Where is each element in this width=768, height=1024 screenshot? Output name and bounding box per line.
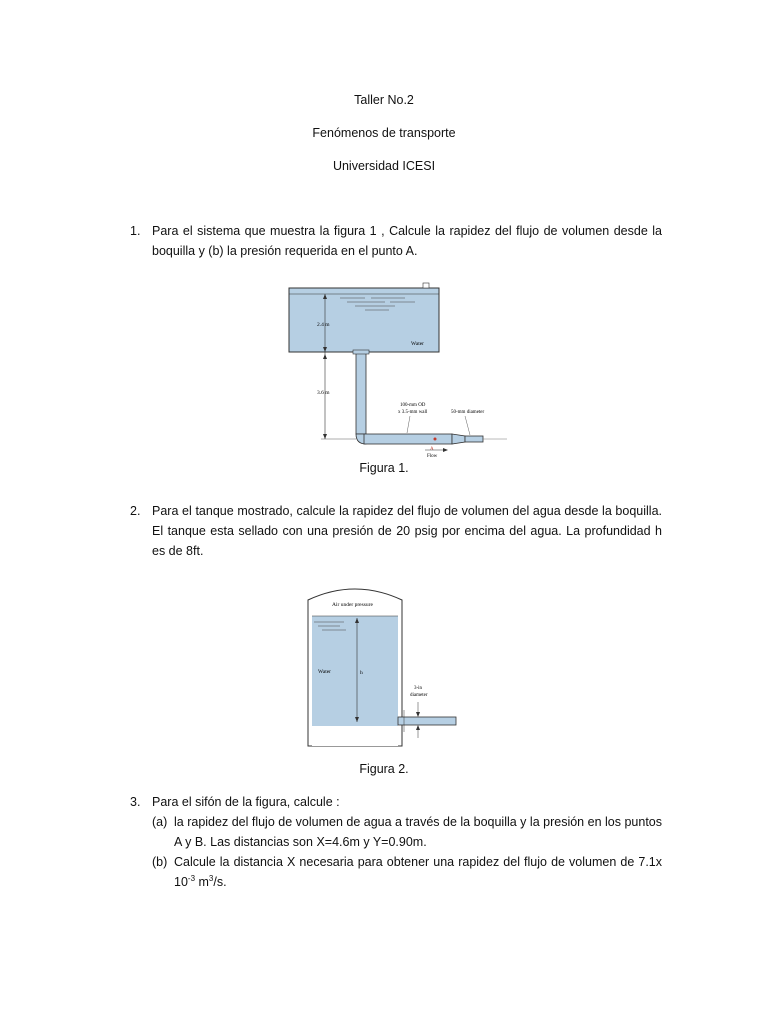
problem-3a-text: la rapidez del flujo de volumen de agua a través de la boquilla y la presión en los puntos A y B. Las distancias son X=4.6m y Y=0.90m. [174,815,662,849]
figure-1-dim-top: 2.4 m [317,322,330,328]
figure-1-nozzle-label: 50-mm diameter [451,410,485,415]
figure-1-diagram [285,282,515,460]
svg-text:A: A [430,447,434,452]
problem-3b-text: Calcule la distancia X necesaria para obtener una rapidez del flujo de volumen de 7.1x $10^{-3}$ $m^3/s$. [174,855,662,889]
problem-2-number: 2. [130,504,141,518]
figure-2-diagram [300,578,465,750]
figure-1-pipe-label-2: x 3.5-mm wall [398,410,428,415]
problem-3a-label: (a) [152,815,168,829]
figure-1-vertical-pipe [356,352,366,434]
document-title: Taller No.2 [354,93,414,107]
figure-1-horizontal-pipe [364,434,452,444]
figure-1-nozzle [465,436,483,442]
problem-3-text: Para el sifón de la figura, calcule : [152,795,340,809]
course-name: Fenómenos de transporte [312,126,456,140]
figure-2-dia-label-2: diameter [410,693,428,698]
university-name: Universidad ICESI [332,159,436,173]
figure-2-air-label: Air under pressure [332,602,373,608]
problem-3b-label: (b) [152,855,168,869]
problem-3-number: 3. [130,795,141,809]
problem-2-text: Para el tanque mostrado, calcule la rapidez del flujo de volumen del agua desde la boquilla. El tanque esta sellado con una presión de 20 psig por encima del agua. La profundidad h es de 8ft. [152,504,662,558]
problem-1-number: 1. [130,224,141,238]
figure-1-dim-bottom: 3.6 m [317,390,330,396]
figure-1-flow-label: Flow [427,454,438,459]
figure-1-point-a [434,438,437,441]
figure-1-pipe-label-1: 100-mm OD [400,403,426,408]
figure-1-caption: Figura 1. [359,461,409,475]
figure-2-water-label: Water [318,669,331,675]
problem-1-text: Para el sistema que muestra la figura 1 , Calcule la rapidez del flujo de volumen desde la boquilla y (b) la presión requerida en el punto A. [152,224,662,258]
figure-2-dia-label-1: 3-in [414,686,423,691]
figure-2-h-label: h [360,670,363,676]
figure-1-water-label: Water [411,341,424,347]
figure-2-caption: Figura 2. [359,762,409,776]
figure-2-outlet-pipe [398,717,456,725]
